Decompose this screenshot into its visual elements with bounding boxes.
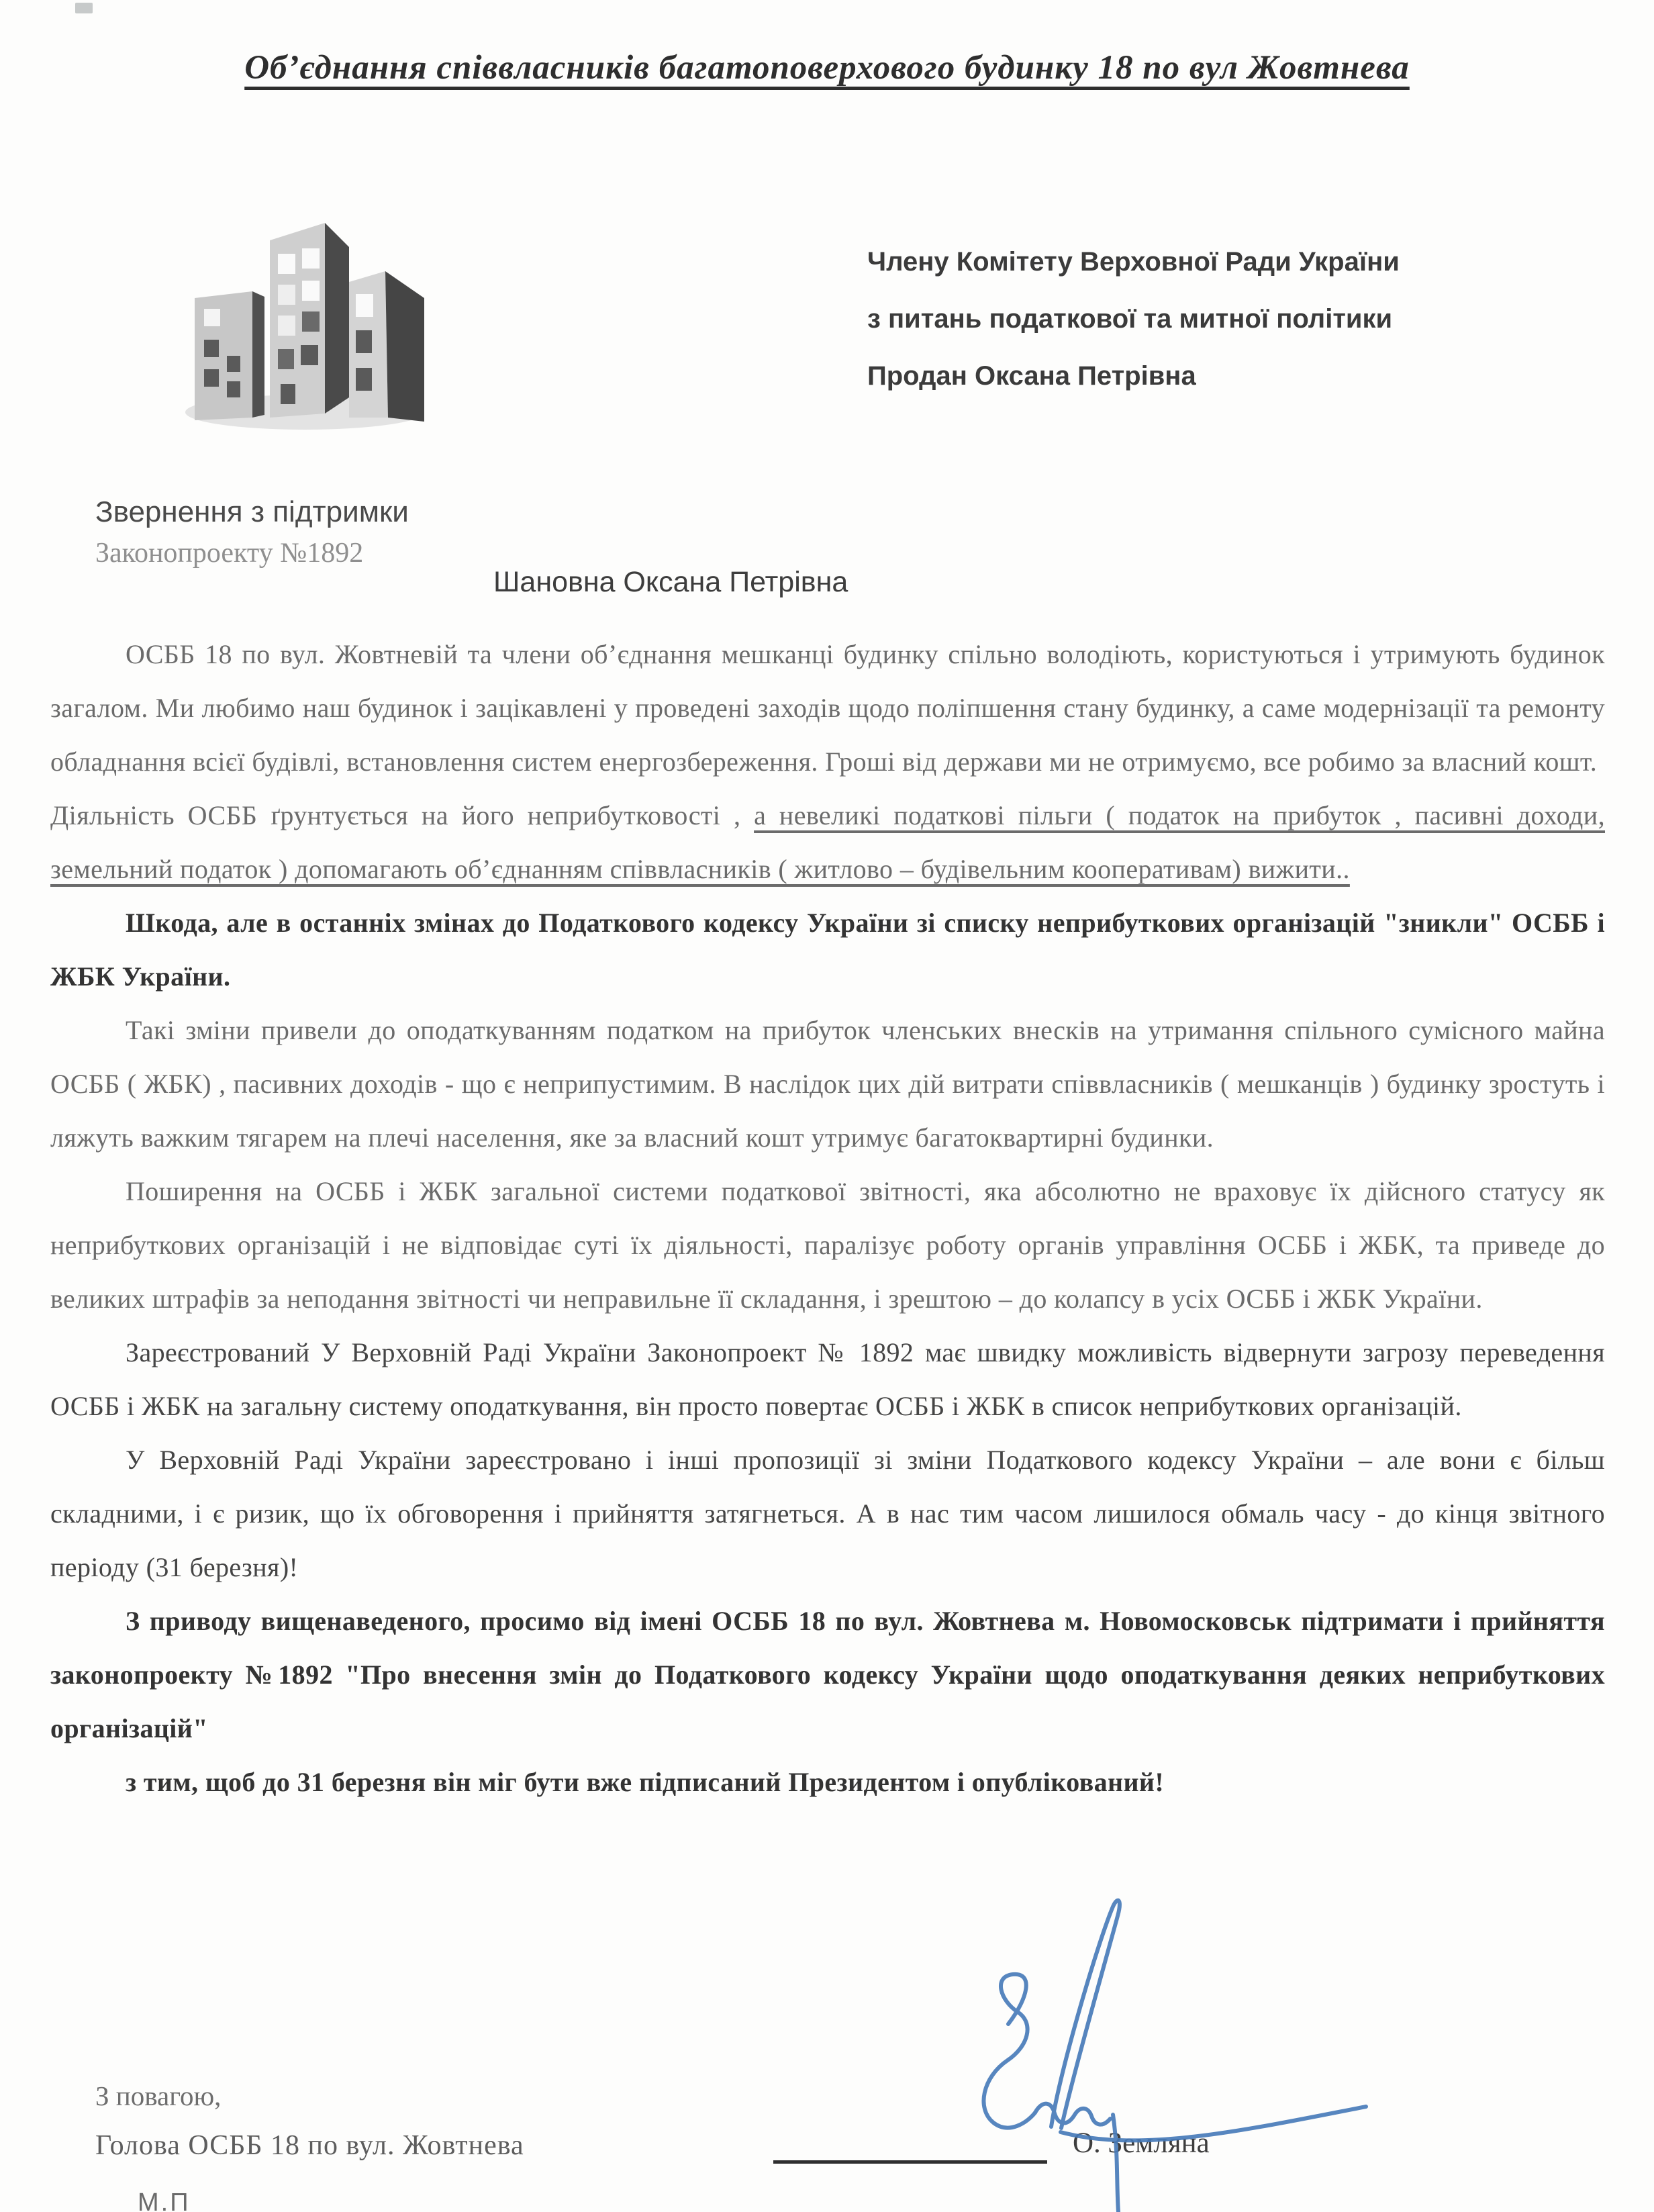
seal-placeholder: М.П — [138, 2189, 191, 2212]
recipient-line: Члену Комітету Верховної Ради України — [867, 247, 1400, 277]
paragraph — [50, 789, 1605, 896]
appeal-title: Звернення з підтримки — [95, 495, 409, 528]
paragraph: з тим, щоб до 31 березня він міг бути вже підписаний Президентом і опублікований! — [126, 1767, 1165, 1797]
page-title: Об’єднання співвласників багатоповерхового будинку 18 по вул Жовтнева — [244, 49, 1410, 87]
building-logo-icon — [180, 196, 430, 432]
salutation: Шановна Оксана Петрівна — [493, 566, 848, 598]
letter-body — [50, 628, 1605, 1809]
recipient-line: Продан Оксана Петрівна — [867, 361, 1196, 391]
paragraph: Такі зміни привели до оподаткуванням податком на прибуток членських внесків на утримання спільного сумісного майна ОСББ ( ЖБК) , пасивних доходів - що є неприпустимим. В наслідок цих дій витрати співвласників ( мешканців ) будинку зростуть і ляжуть важким тягарем на плечі населення, яке за власний кошт утримує багатоквартирні будинки. — [50, 1015, 1605, 1153]
signature-icon — [926, 1880, 1369, 2212]
paragraph-text: Діяльність ОСББ ґрунтується на його неприбутковості , — [50, 800, 755, 830]
signer-role: Голова ОСББ 18 по вул. Жовтнева — [95, 2130, 524, 2161]
closing-regards: З повагою, — [95, 2080, 222, 2111]
signer-name: О. Земляна — [1073, 2127, 1210, 2159]
paragraph: З приводу вищенаведеного, просимо від імені ОСББ 18 по вул. Жовтнева м. Новомосковськ підтримати і прийняття законопроекту №1892 "Про внесення змін до Податкового кодексу України щодо оподаткування деяких неприбуткових організацій" — [50, 1606, 1605, 1743]
scan-artifact — [75, 3, 93, 13]
recipient-line: з питань податкової та митної політики — [867, 304, 1393, 334]
paragraph: У Верховній Раді України зареєстровано і інші пропозиції зі зміни Податкового кодексу України – але вони є більш складними, і є ризик, що їх обговорення і прийняття затягнеться. А в нас тим часом лишилося обмаль часу - до кінця звітного періоду (31 березня)! — [50, 1445, 1605, 1582]
paragraph: Поширення на ОСББ і ЖБК загальної системи податкової звітності, яка абсолютно не враховує їх дійсного статусу як неприбуткових організацій і не відповідає суті їх діяльності, паралізує роботу органів управління ОСББ і ЖБК, та приведе до великих штрафів за неподання звітності чи неправильне її складання, і зрештою – до колапсу в усіх ОСББ і ЖБК України. — [50, 1176, 1605, 1314]
appeal-subtitle: Законопроекту №1892 — [95, 538, 364, 569]
recipient-block — [867, 234, 1572, 405]
paragraph: Зареєстрований У Верховній Раді України Законопроект № 1892 має швидку можливість відвернути загрозу переведення ОСББ і ЖБК на загальну систему оподаткування, він просто повертає ОСББ і ЖБК в список неприбуткових організацій. — [50, 1337, 1605, 1421]
paragraph: ОСББ 18 по вул. Жовтневій та члени об’єднання мешканці будинку спільно володіють, користуються і утримують будинок загалом. Ми любимо наш будинок і зацікавлені у проведені заходів щодо поліпшення стану будинку, а саме модернізації та ремонту обладнання всієї будівлі, встановлення систем енергозбереження. Гроші від держави ми не отримуємо, все робимо за власний кошт. — [50, 639, 1605, 777]
paragraph: Шкода, але в останніх змінах до Податкового кодексу України зі списку неприбуткових організацій "зникли" ОСББ і ЖБК України. — [50, 908, 1605, 992]
underlined-text: а невеликі податкові пільги ( податок на прибуток , пасивні доходи, земельний податок ) допомагають об’єднанням співвласників ( житлово – будівельним кооперативам) вижити.. — [50, 800, 1605, 884]
